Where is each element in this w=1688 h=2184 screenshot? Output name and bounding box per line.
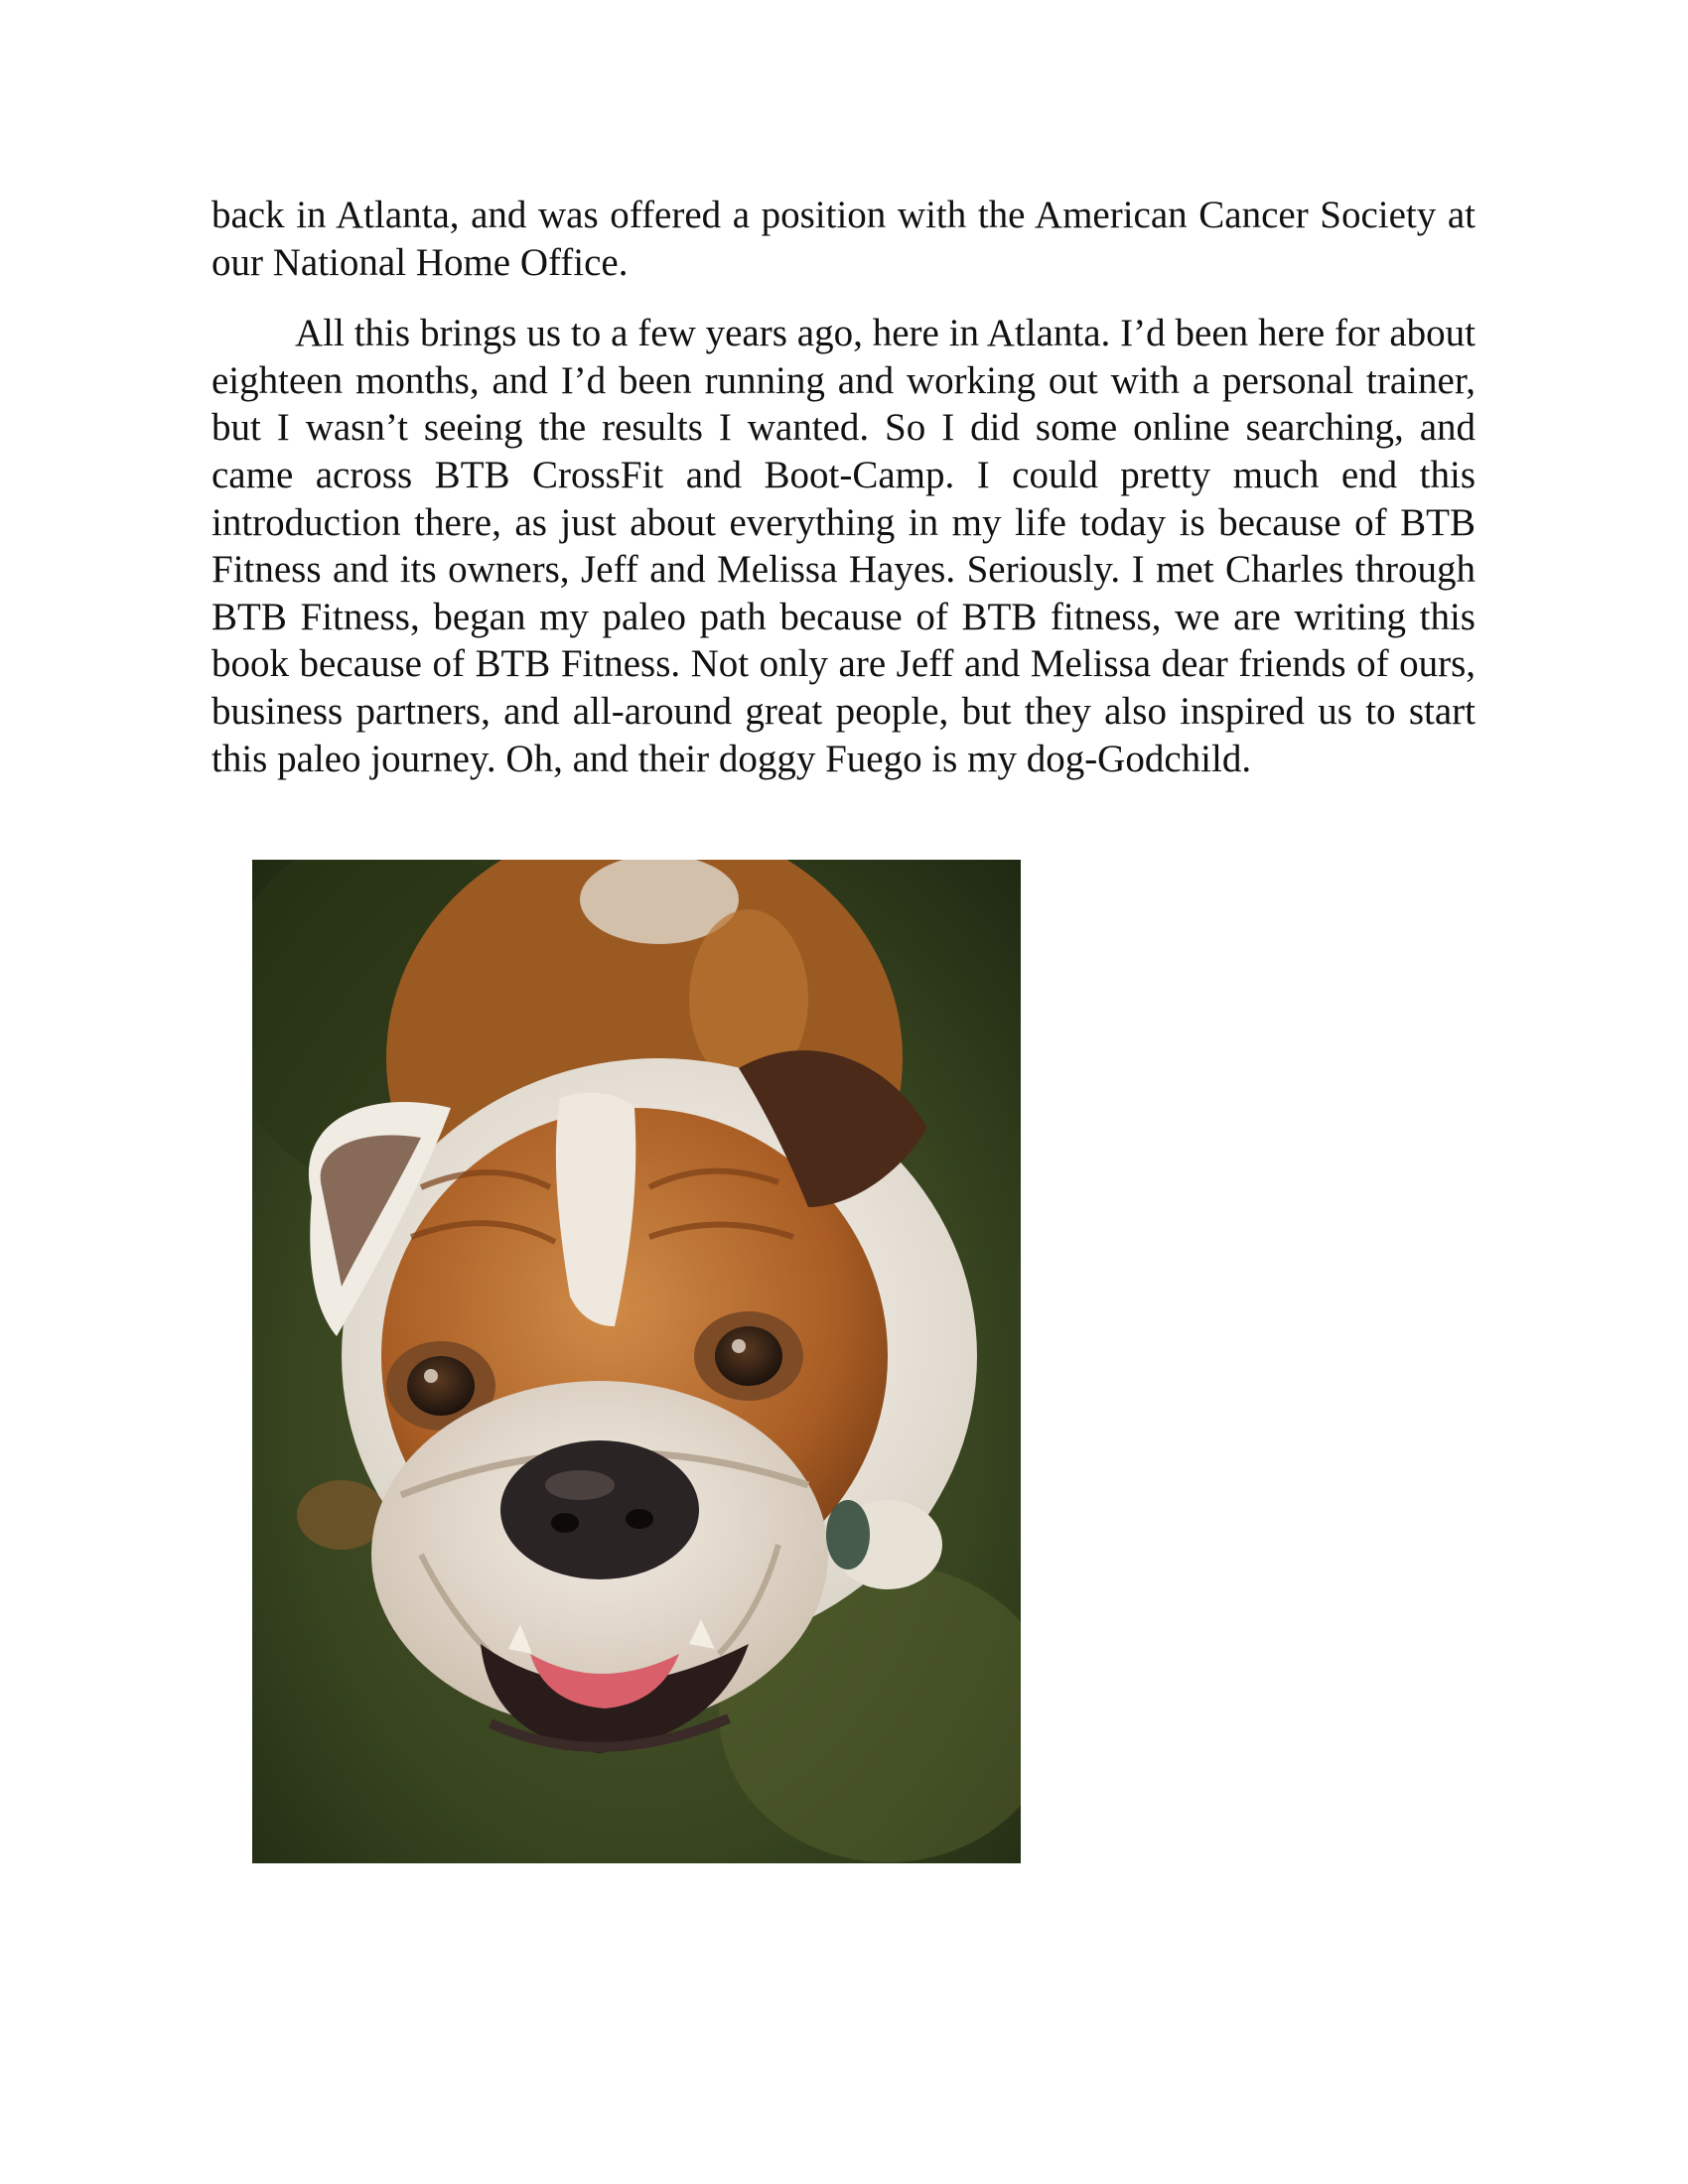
body-text (211, 192, 1476, 782)
left-eye (407, 1356, 475, 1416)
collar (826, 1500, 870, 1570)
right-eye-glint (732, 1339, 746, 1353)
paragraph-1: back in Atlanta, and was offered a position with the American Cancer Society at our National Home Office. (211, 194, 1476, 284)
right-eye (715, 1326, 782, 1386)
left-nostril (551, 1513, 579, 1533)
nose-highlight (545, 1470, 615, 1500)
bulldog-photo (252, 860, 1021, 1863)
nose (500, 1440, 699, 1579)
bulldog-illustration (252, 860, 1021, 1863)
paragraph-2: All this brings us to a few years ago, here in Atlanta. I’d been here for about eighteen months, and I’d been running and working out with a personal trainer, but I wasn’t seeing the results I wanted. So I did some online searching, and came across BTB CrossFit and Boot-Camp. I could pretty much end this introduction there, as just about everything in my life today is because of BTB Fitness and its owners, Jeff and Melissa Hayes. Seriously. I met Charles through BTB Fitness, began my paleo path because of BTB fitness, we are writing this book because of BTB Fitness. Not only are Jeff and Melissa dear friends of ours, business partners, and all-around great people, but they also inspired us to start this paleo journey. Oh, and their doggy Fuego is my dog-Godchild. (211, 312, 1476, 780)
left-eye-glint (424, 1369, 438, 1383)
right-nostril (626, 1509, 653, 1529)
